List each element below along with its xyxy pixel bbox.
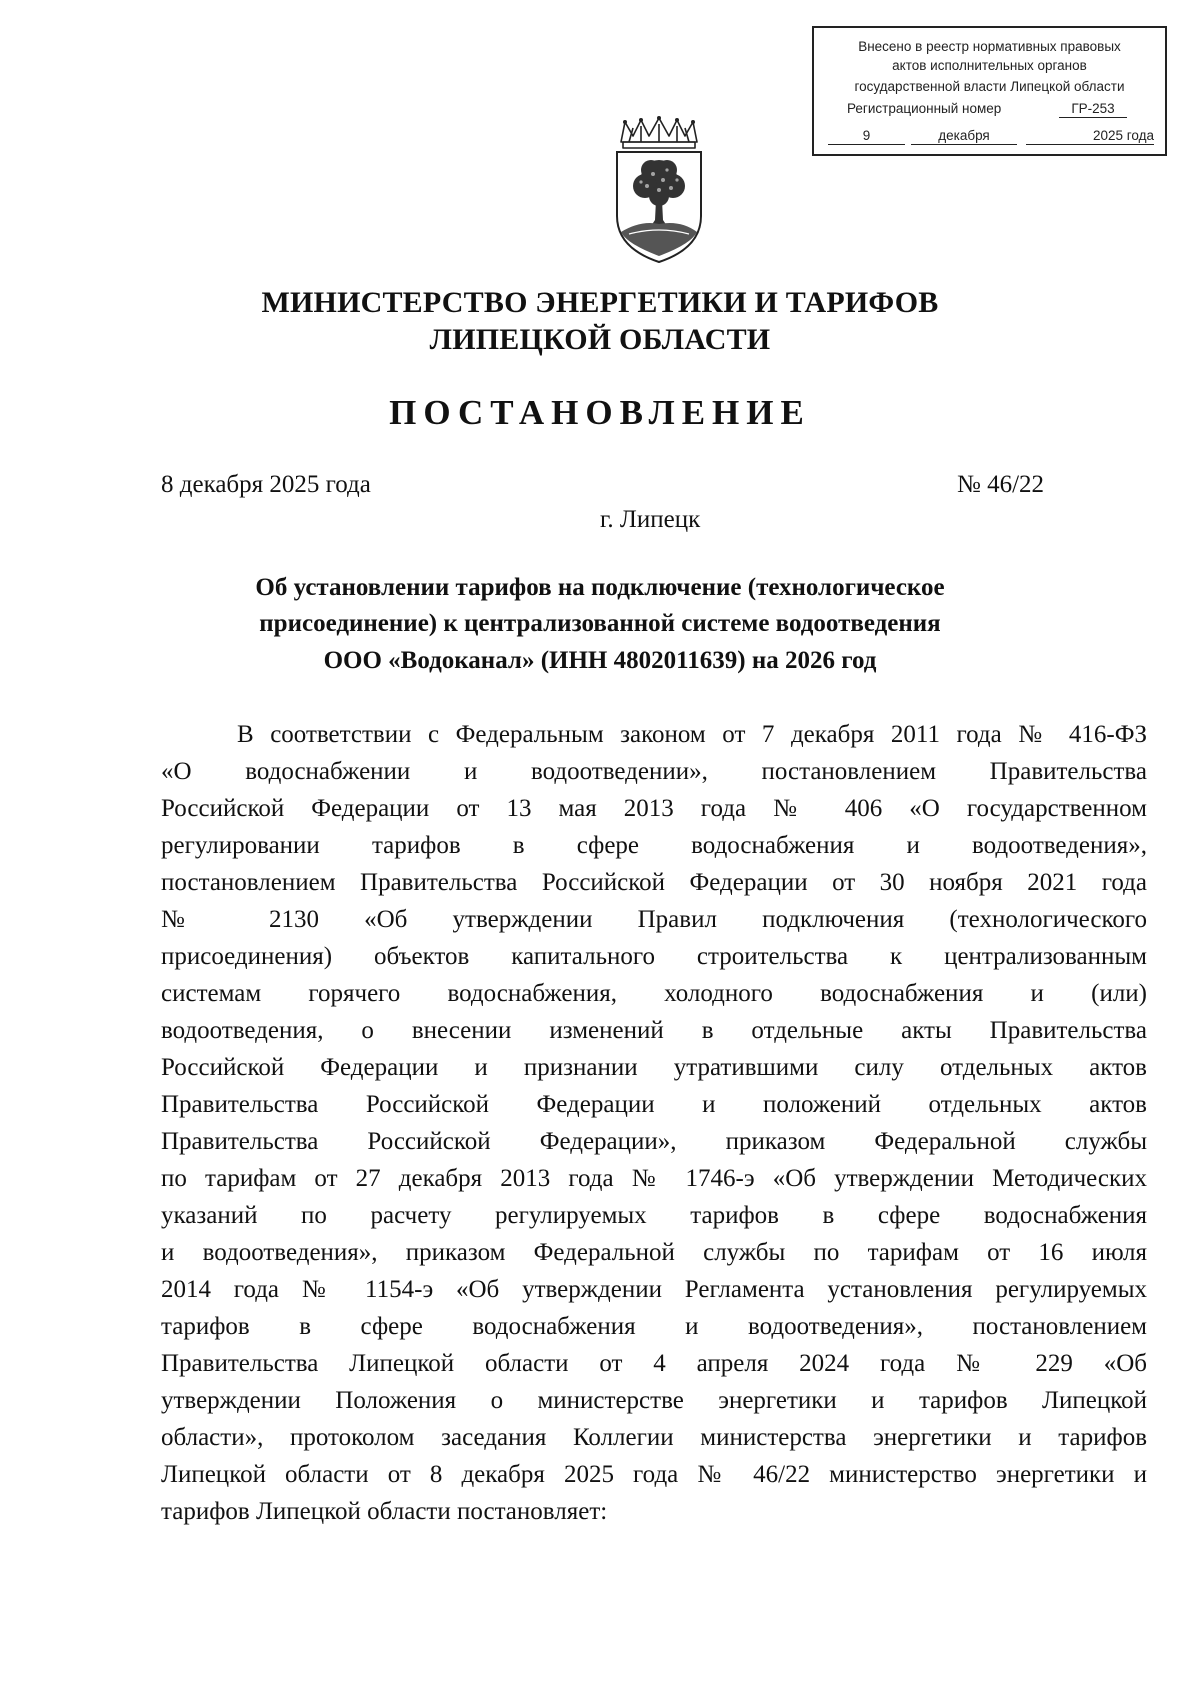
body-line: постановлением Правительства Российской Федерации от 30 ноября 2021 года <box>161 869 1147 896</box>
document-date: 8 декабря 2025 года <box>161 471 371 498</box>
document-city: г. Липецк <box>600 506 701 533</box>
body-line: Российской Федерации и признании утратившими силу отдельных актов <box>161 1054 1147 1081</box>
body-line: В соответствии с Федеральным законом от 7 декабря 2011 года № 416-ФЗ <box>237 721 1147 748</box>
registration-year: 2025 года <box>1026 128 1154 145</box>
body-line: по тарифам от 27 декабря 2013 года № 1746-э «Об утверждении Методических <box>161 1165 1147 1192</box>
registration-line-3: государственной власти Липецкой области <box>854 79 1125 94</box>
body-line: системам горячего водоснабжения, холодного водоснабжения и (или) <box>161 980 1147 1007</box>
body-line: 2014 года № 1154-э «Об утверждении Регламента установления регулируемых <box>161 1276 1147 1303</box>
body-line: присоединения) объектов капитального строительства к централизованным <box>161 943 1147 970</box>
body-line: «О водоснабжении и водоотведении», постановлением Правительства <box>161 758 1147 785</box>
registration-number-value: ГР-253 <box>1059 101 1127 118</box>
registration-line-2: актов исполнительных органов <box>892 58 1087 73</box>
body-line: и водоотведения», приказом Федеральной службы по тарифам от 16 июля <box>161 1239 1147 1266</box>
coat-of-arms-icon <box>611 116 707 264</box>
subject-line-3: ООО «Водоканал» (ИНН 4802011639) на 2026 год <box>323 647 877 674</box>
body-line: тарифов Липецкой области постановляет: <box>161 1498 608 1525</box>
document-type-heading: ПОСТАНОВЛЕНИЕ <box>389 393 811 432</box>
ministry-title-line-2: ЛИПЕЦКОЙ ОБЛАСТИ <box>429 323 771 356</box>
body-line: водоотведения, о внесении изменений в отдельные акты Правительства <box>161 1017 1147 1044</box>
ministry-title-line-1: МИНИСТЕРСТВО ЭНЕРГЕТИКИ И ТАРИФОВ <box>261 286 939 319</box>
body-line: Липецкой области от 8 декабря 2025 года № 46/22 министерство энергетики и <box>161 1461 1147 1488</box>
registration-month: декабря <box>911 128 1017 145</box>
document-number: № 46/22 <box>957 471 1045 498</box>
body-line: Российской Федерации от 13 мая 2013 года № 406 «О государственном <box>161 795 1147 822</box>
body-line: тарифов в сфере водоснабжения и водоотведения», постановлением <box>161 1313 1147 1340</box>
body-line: указаний по расчету регулируемых тарифов в сфере водоснабжения <box>161 1202 1147 1229</box>
body-line: Правительства Российской Федерации и положений отдельных актов <box>161 1091 1147 1118</box>
body-line: регулировании тарифов в сфере водоснабжения и водоотведения», <box>161 832 1147 859</box>
body-line: Правительства Российской Федерации», приказом Федеральной службы <box>161 1128 1147 1155</box>
registration-stamp <box>812 26 1167 156</box>
registration-line-1: Внесено в реестр нормативных правовых <box>858 39 1121 54</box>
registration-number-label: Регистрационный номер <box>847 101 1002 116</box>
registration-day: 9 <box>828 128 905 145</box>
body-line: Правительства Липецкой области от 4 апреля 2024 года № 229 «Об <box>161 1350 1147 1377</box>
subject-line-1: Об установлении тарифов на подключение (технологическое <box>255 574 945 601</box>
body-line: № 2130 «Об утверждении Правил подключения (технологического <box>161 906 1147 933</box>
body-line: утверждении Положения о министерстве энергетики и тарифов Липецкой <box>161 1387 1147 1414</box>
subject-line-2: присоединение) к централизованной системе водоотведения <box>259 610 941 637</box>
body-line: области», протоколом заседания Коллегии министерства энергетики и тарифов <box>161 1424 1147 1451</box>
